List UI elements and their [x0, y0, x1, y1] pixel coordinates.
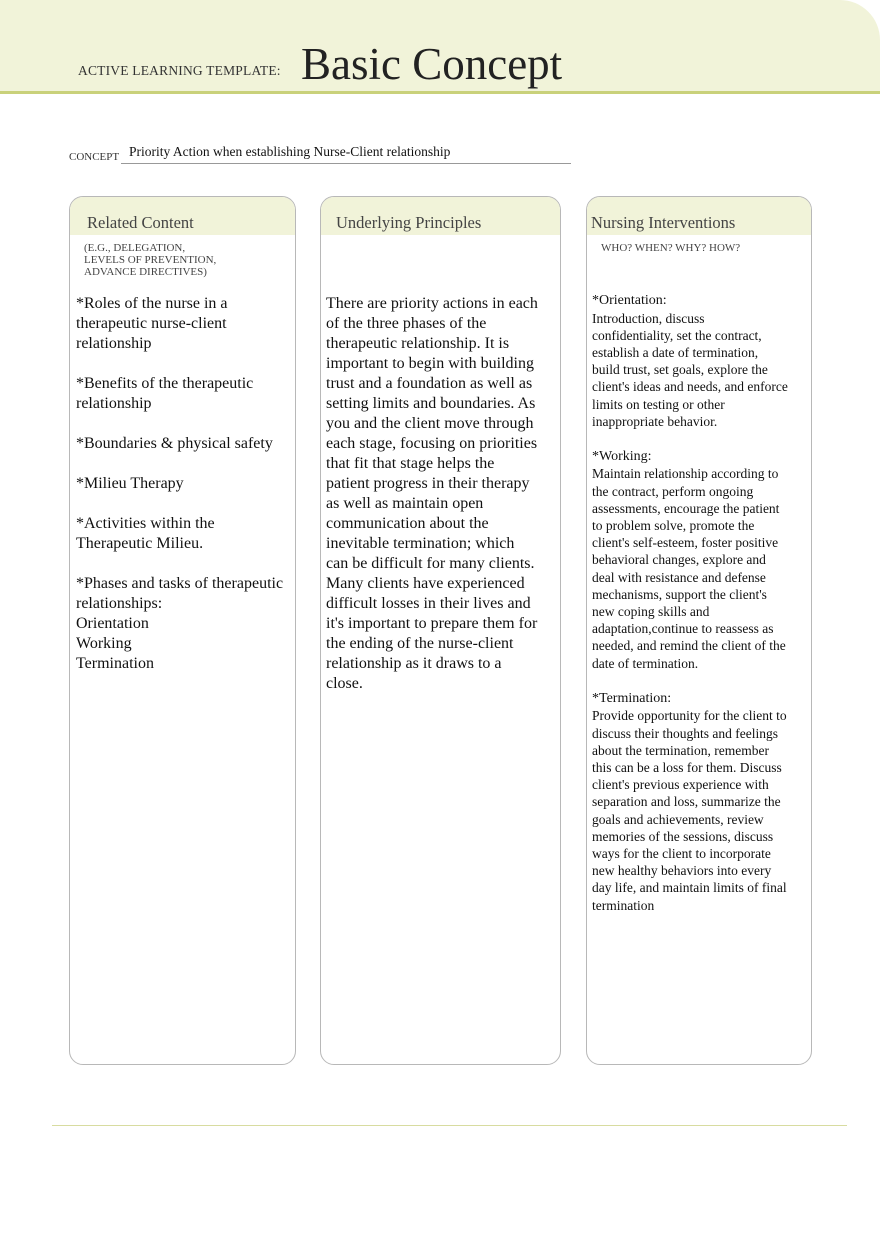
intervention-section [592, 689, 788, 914]
template-label: ACTIVE LEARNING TEMPLATE: [78, 63, 281, 78]
page-title: Basic Concept [301, 39, 563, 89]
concept-underline [121, 163, 571, 164]
nursing-interventions-body[interactable] [592, 291, 788, 931]
subtitle-line: (E.G., DELEGATION, [84, 242, 186, 254]
list-item: *Phases and tasks of therapeutic relationships: [76, 575, 284, 612]
nursing-interventions-subtitle: WHO? WHEN? WHY? HOW? [601, 242, 741, 254]
intervention-section [592, 291, 788, 430]
section-text: Provide opportunity for the client to discuss their thoughts and feelings about the termination, remember this can be a loss for them. Discuss client's previous experience with separation and loss, summarize the goals and achievements, review memories of the sessions, discuss ways for the client to incorporate new healthy behaviors into every day life, and maintain limits of final termination [592, 708, 787, 913]
list-item: *Roles of the nurse in a therapeutic nurse-client relationship [76, 295, 228, 352]
subtitle-line: ADVANCE DIRECTIVES) [84, 266, 207, 278]
underlying-principles-panel [320, 196, 561, 1065]
list-item: *Activities within the Therapeutic Milieu. [76, 515, 215, 552]
underlying-principles-title: Underlying Principles [336, 213, 482, 232]
underlying-principles-body[interactable]: There are priority actions in each of the three phases of the therapeutic relationship. It is important to begin with building trust and a foundation as well as setting limits and boundaries. As you and the client move through each stage, focusing on priorities that fit that stage helps the patient progress in their therapy as well as maintain open communication about the inevitable termination; which can be difficult for many clients. Many clients have experienced difficult losses in their lives and it's important to prepare them for the ending of the nurse-client relationship as it draws to a close. [326, 295, 538, 692]
related-content-body[interactable] [76, 294, 288, 674]
concept-value[interactable]: Priority Action when establishing Nurse-Client relationship [129, 144, 451, 159]
section-heading: *Working: [592, 448, 652, 464]
subtitle-line: LEVELS OF PREVENTION, [84, 254, 217, 266]
related-content-subtitle [84, 242, 216, 278]
phase-item: Working [76, 635, 132, 652]
phase-item: Orientation [76, 615, 149, 632]
nursing-interventions-title: Nursing Interventions [591, 213, 736, 232]
section-heading: *Termination: [592, 690, 672, 706]
section-text: Introduction, discuss confidentiality, set the contract, establish a date of termination, build trust, set goals, explore the client's ideas and needs, and enforce limits on testing or other inappropriate behavior. [592, 310, 788, 429]
intervention-section [592, 447, 788, 672]
related-content-title: Related Content [87, 213, 194, 232]
concept-label: CONCEPT [69, 151, 120, 163]
list-item: *Milieu Therapy [76, 475, 184, 492]
list-item: *Benefits of the therapeutic relationship [76, 375, 254, 412]
phase-item: Termination [76, 655, 154, 672]
section-heading: *Orientation: [592, 293, 667, 308]
list-item: *Boundaries & physical safety [76, 435, 273, 452]
footer-rule [52, 1125, 847, 1126]
section-text: Maintain relationship according to the contract, perform ongoing assessments, encourage the patient to problem solve, promote the client's self-esteem, foster positive behavioral changes, explore and deal with resistance and defense mechanisms, support the client's new coping skills and adaptation,continue to reassess as needed, and remind the client of the date of termination. [592, 466, 786, 671]
nursing-interventions-panel [586, 196, 812, 1065]
related-content-panel [69, 196, 296, 1065]
